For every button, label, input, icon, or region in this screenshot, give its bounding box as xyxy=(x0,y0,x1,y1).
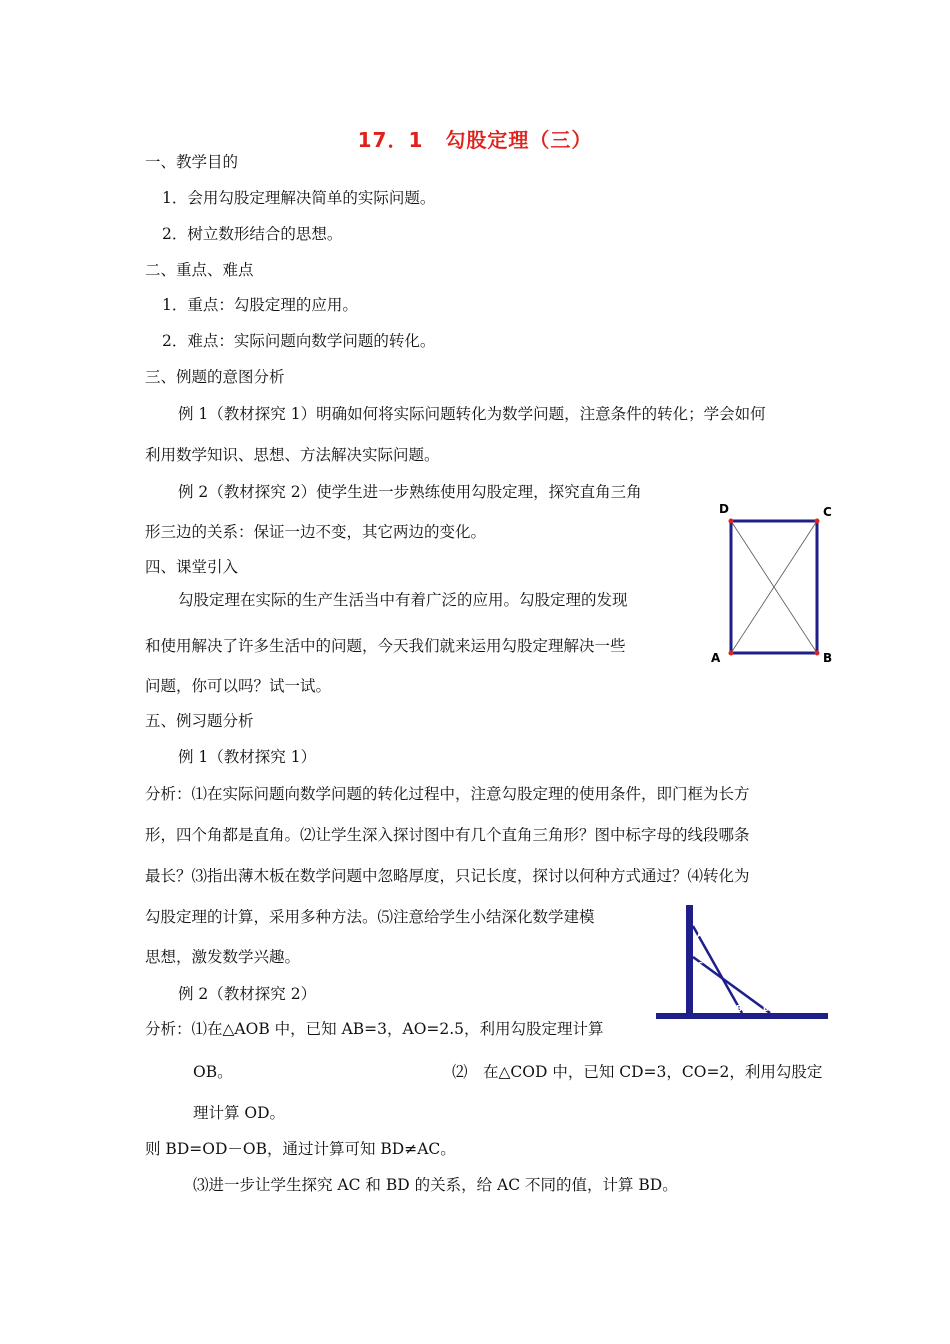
example-2-label: 例 2（教材探究 2） xyxy=(178,985,317,1003)
vertex-d-dot xyxy=(729,519,734,524)
analysis-2-line-3: ⑵ 在△COD 中，已知 CD=3，CO=2，利用勾股定 xyxy=(452,1063,823,1081)
s3-paragraph-2-line-2: 形三边的关系：保证一边不变，其它两边的变化。 xyxy=(145,523,487,541)
analysis-1-line-3: 最长？⑶指出薄木板在数学问题中忽略厚度，只记长度，探讨以何种方式通过？⑷转化为 xyxy=(145,867,750,885)
section-1-heading: 一、教学目的 xyxy=(145,153,239,171)
label-c: C xyxy=(697,961,703,970)
vertex-c-dot xyxy=(815,519,820,524)
label-c: C xyxy=(823,505,832,519)
label-b: B xyxy=(736,1004,743,1013)
s2-item-1: 1．重点：勾股定理的应用。 xyxy=(162,296,358,314)
section-5-heading: 五、例习题分析 xyxy=(145,712,254,730)
example-1-label: 例 1（教材探究 1） xyxy=(178,748,317,766)
label-d: D xyxy=(763,1004,770,1013)
s3-paragraph-2-line-1: 例 2（教材探究 2）使学生进一步熟练使用勾股定理，探究直角三角 xyxy=(178,483,642,501)
label-a: A xyxy=(711,651,721,665)
analysis-1-line-5: 思想，激发数学兴趣。 xyxy=(145,948,301,966)
ladder-cd xyxy=(693,957,770,1013)
analysis-2-line-4: 理计算 OD。 xyxy=(193,1104,286,1122)
s2-item-2: 2．难点：实际问题向数学问题的转化。 xyxy=(162,332,436,350)
analysis-2-line-1: 分析：⑴在△AOB 中，已知 AB=3，AO=2.5，利用勾股定理计算 xyxy=(145,1020,604,1038)
analysis-1-line-2: 形，四个角都是直角。⑵让学生深入探讨图中有几个直角三角形？图中标字母的线段哪条 xyxy=(145,826,750,844)
title-number: 17．1 xyxy=(357,128,424,152)
s3-paragraph-1-line-2: 利用数学知识、思想、方法解决实际问题。 xyxy=(145,446,440,464)
door-frame-figure xyxy=(705,498,845,670)
vertex-a-dot xyxy=(729,651,734,656)
analysis-1-line-4: 勾股定理的计算，采用多种方法。⑸注意给学生小结深化数学建模 xyxy=(145,908,595,926)
section-2-heading: 二、重点、难点 xyxy=(145,261,254,279)
title-text: 勾股定理（三） xyxy=(445,128,593,152)
analysis-2-line-5: 则 BD=OD－OB，通过计算可知 BD≠AC。 xyxy=(145,1140,456,1158)
ground xyxy=(656,1013,828,1019)
label-d: D xyxy=(719,502,729,516)
analysis-2-line-2: OB。 xyxy=(193,1063,233,1081)
label-a: A xyxy=(697,930,704,939)
ladder-figure xyxy=(650,900,835,1026)
analysis-2-line-6: ⑶进一步让学生探究 AC 和 BD 的关系，给 AC 不同的值，计算 BD。 xyxy=(193,1176,678,1194)
s4-line-3: 问题，你可以吗？试一试。 xyxy=(145,677,332,695)
wall xyxy=(686,905,693,1017)
vertex-b-dot xyxy=(815,651,820,656)
s4-line-2: 和使用解决了许多生活中的问题，今天我们就来运用勾股定理解决一些 xyxy=(145,637,626,655)
label-o: O xyxy=(697,1004,704,1013)
section-4-heading: 四、课堂引入 xyxy=(145,558,239,576)
s1-item-1: 1．会用勾股定理解决简单的实际问题。 xyxy=(162,189,436,207)
analysis-1-line-1: 分析：⑴在实际问题向数学问题的转化过程中，注意勾股定理的使用条件，即门框为长方 xyxy=(145,785,750,803)
page-title xyxy=(0,124,950,153)
label-b: B xyxy=(823,651,833,665)
s4-line-1: 勾股定理在实际的生产生活当中有着广泛的应用。勾股定理的发现 xyxy=(178,591,628,609)
section-3-heading: 三、例题的意图分析 xyxy=(145,368,285,386)
s1-item-2: 2．树立数形结合的思想。 xyxy=(162,225,343,243)
s3-paragraph-1-line-1: 例 1（教材探究 1）明确如何将实际问题转化为数学问题，注意条件的转化；学会如何 xyxy=(178,405,766,423)
